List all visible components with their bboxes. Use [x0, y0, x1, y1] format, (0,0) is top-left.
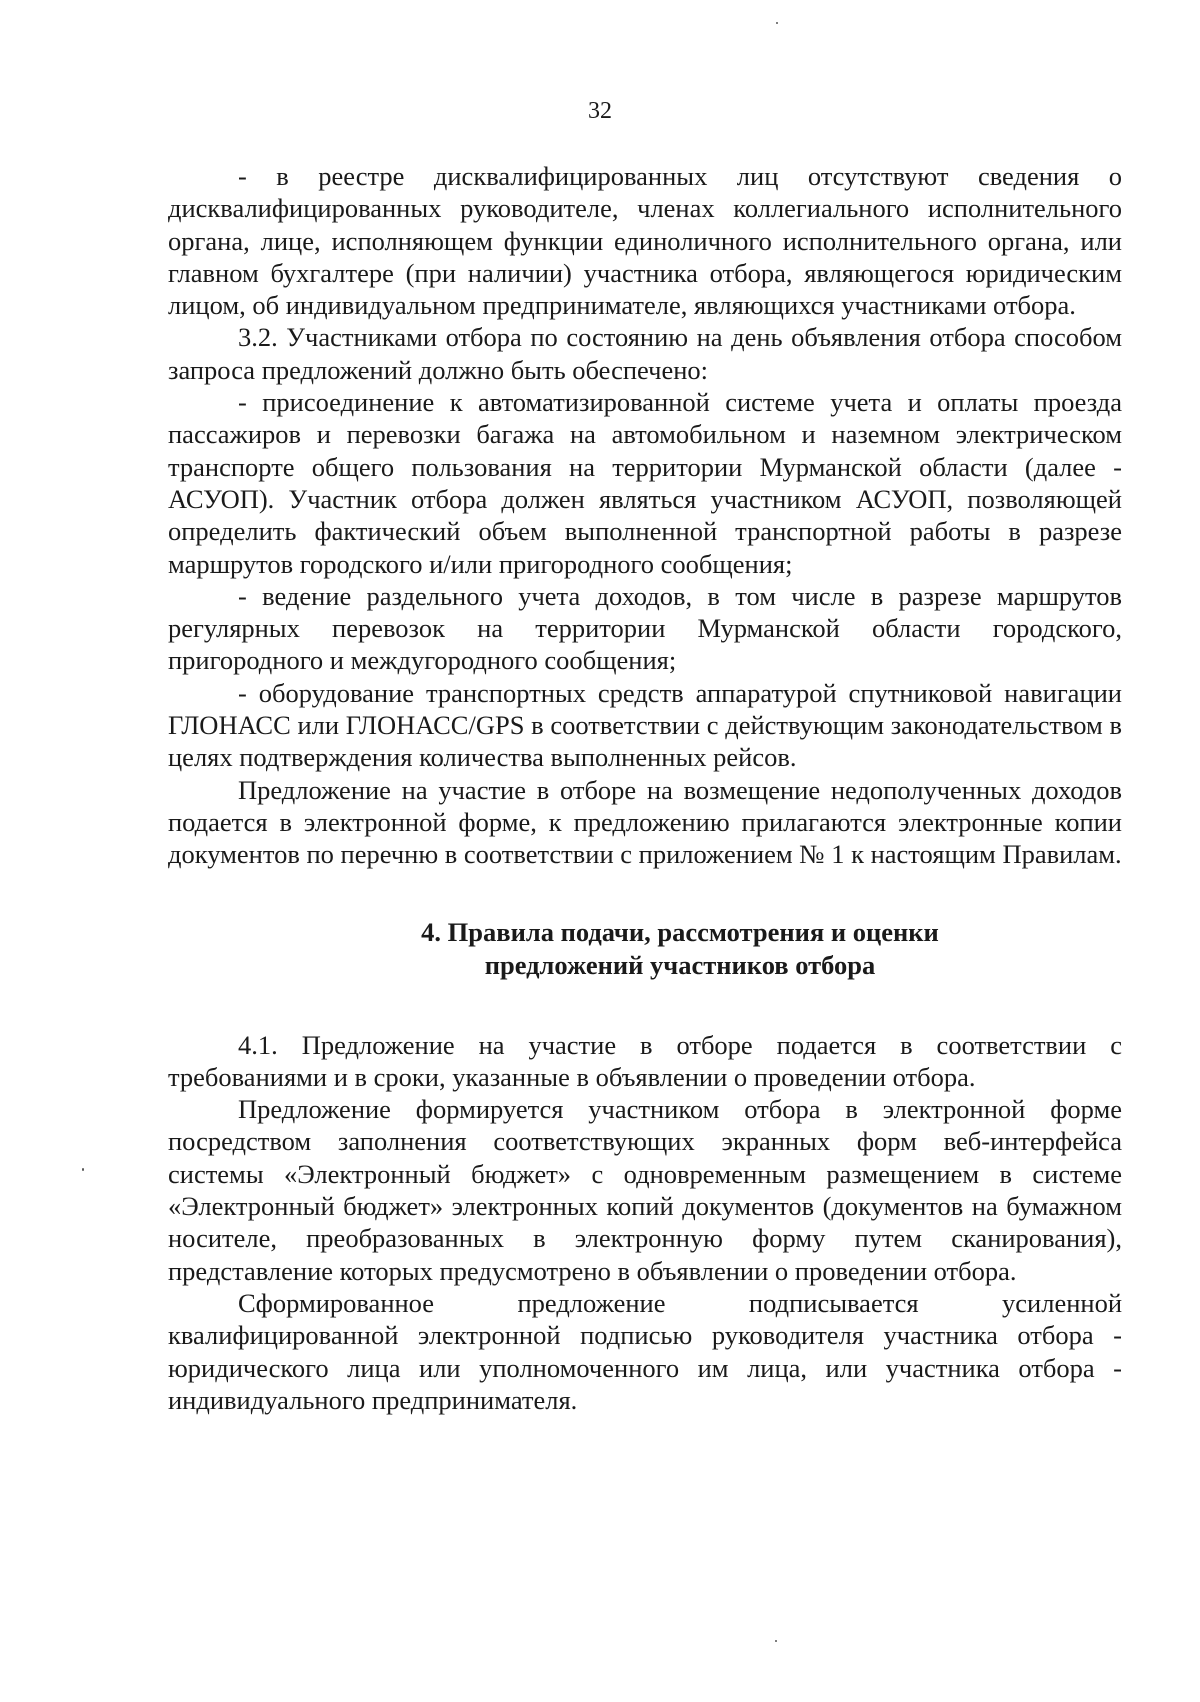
paragraph: - оборудование транспортных средств аппаратурой спутниковой навигации ГЛОНАСС или ГЛОНАСС/GPS в соответствии с действующим законодательством в целях подтверждения количества выполненных рейсов.: [168, 677, 1122, 773]
section-heading: [168, 916, 1122, 982]
scan-speck: [775, 1640, 777, 1642]
paragraph: - ведение раздельного учета доходов, в том числе в разрезе маршрутов регулярных перевозок на территории Мурманской области городского, пригородного и междугородного сообщения;: [168, 580, 1122, 676]
document-body: [168, 160, 1122, 1416]
section-heading-line-1: 4. Правила подачи, рассмотрения и оценки: [421, 916, 939, 947]
paragraph: Предложение на участие в отборе на возмещение недополученных доходов подается в электронной форме, к предложению прилагаются электронные копии документов по перечню в соответствии с приложением № 1 к настоящим Правилам.: [168, 774, 1122, 870]
scan-speck: [776, 22, 778, 24]
paragraph: Сформированное предложение подписывается усиленной квалифицированной электронной подписью руководителя участника отбора - юридического лица или уполномоченного им лица, или участника отбора - индивидуального предпринимателя.: [168, 1287, 1122, 1415]
page-number: 32: [588, 98, 612, 124]
paragraph: 4.1. Предложение на участие в отборе подается в соответствии с требованиями и в сроки, указанные в объявлении о проведении отбора.: [168, 1029, 1122, 1092]
section-heading-line-2: предложений участников отбора: [484, 949, 876, 980]
scan-speck: [82, 1168, 84, 1171]
paragraph: - присоединение к автоматизированной системе учета и оплаты проезда пассажиров и перевозки багажа на автомобильном и наземном электрическом транспорте общего пользования на территории Мурманской области (далее - АСУОП). Участник отбора должен являться участником АСУОП, позволяющей определить фактический объем выполненной транспортной работы в разрезе маршрутов городского и/или пригородного сообщения;: [168, 387, 1122, 579]
paragraph: 3.2. Участниками отбора по состоянию на день объявления отбора способом запроса предложений должно быть обеспечено:: [168, 322, 1122, 385]
paragraph: - в реестре дисквалифицированных лиц отсутствуют сведения о дисквалифицированных руководителе, членах коллегиального исполнительного органа, лице, исполняющем функции единоличного исполнительного органа, или главном бухгалтере (при наличии) участника отбора, являющегося юридическим лицом, об индивидуальном предпринимателе, являющихся участниками отбора.: [168, 161, 1122, 321]
paragraph: Предложение формируется участником отбора в электронной форме посредством заполнения соответствующих экранных форм веб-интерфейса системы «Электронный бюджет» с одновременным размещением в системе «Электронный бюджет» электронных копий документов (документов на бумажном носителе, преобразованных в электронную форму путем сканирования), представление которых предусмотрено в объявлении о проведении отбора.: [168, 1094, 1122, 1286]
